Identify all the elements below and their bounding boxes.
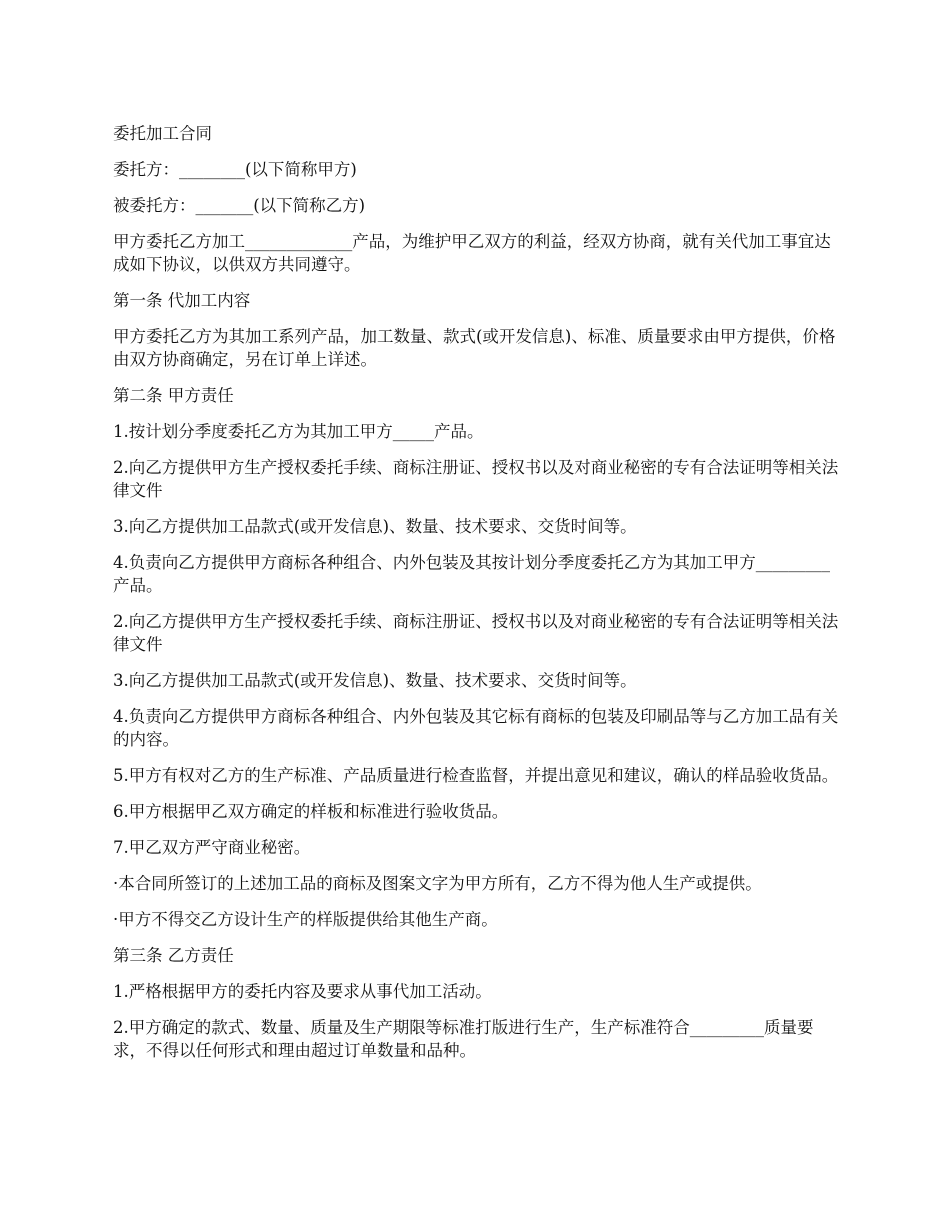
article-2-item: 5.甲方有权对乙方的生产标准、产品质量进行检查监督，并提出意见和建议，确认的样品验收货品。: [113, 766, 839, 785]
article-2-bullet: ·甲方不得交乙方设计生产的样版提供给其他生产商。: [113, 910, 498, 929]
party-b-line: 被委托方：_______(以下简称乙方): [113, 196, 366, 215]
article-2-item: 7.甲乙双方严守商业秘密。: [113, 838, 311, 857]
article-2-item: 2.向乙方提供甲方生产授权委托手续、商标注册证、授权书以及对商业秘密的专有合法证明等相关法律文件: [113, 458, 839, 500]
article-2-item: 4.负责向乙方提供甲方商标各种组合、内外包装及其它标有商标的包装及印刷品等与乙方加工品有关的内容。: [113, 707, 839, 749]
article-2-item: 1.按计划分季度委托乙方为其加工甲方_____产品。: [113, 422, 484, 441]
article-3-item: 1.严格根据甲方的委托内容及要求从事代加工活动。: [113, 982, 492, 1001]
party-a-line: 委托方：________(以下简称甲方): [113, 160, 357, 179]
article-3-item: 2.甲方确定的款式、数量、质量及生产期限等标准打版进行生产，生产标准符合_________质量要求，不得以任何形式和理由超过订单数量和品种。: [113, 1018, 814, 1060]
article-2-bullet: ·本合同所签订的上述加工品的商标及图案文字为甲方所有，乙方不得为他人生产或提供。: [113, 874, 762, 893]
article-2-item: 2.向乙方提供甲方生产授权委托手续、商标注册证、授权书以及对商业秘密的专有合法证明等相关法律文件: [113, 612, 839, 654]
article-3-heading: 第三条 乙方责任: [113, 946, 234, 965]
article-2-item: 3.向乙方提供加工品款式(或开发信息)、数量、技术要求、交货时间等。: [113, 671, 637, 690]
document-page: [113, 122, 839, 1075]
article-2-item: 6.甲方根据甲乙双方确定的样板和标准进行验收货品。: [113, 802, 509, 821]
article-1-heading: 第一条 代加工内容: [113, 291, 251, 310]
article-1-body: 甲方委托乙方为其加工系列产品，加工数量、款式(或开发信息)、标准、质量要求由甲方提供，价格由双方协商确定，另在订单上详述。: [113, 327, 836, 369]
article-2-item: 4.负责向乙方提供甲方商标各种组合、内外包装及其按计划分季度委托乙方为其加工甲方_________产品。: [113, 553, 830, 595]
preamble-paragraph: 甲方委托乙方加工_____________产品，为维护甲乙双方的利益，经双方协商，就有关代加工事宜达成如下协议，以供双方共同遵守。: [113, 232, 831, 274]
article-2-item: 3.向乙方提供加工品款式(或开发信息)、数量、技术要求、交货时间等。: [113, 517, 637, 536]
article-2-heading: 第二条 甲方责任: [113, 386, 234, 405]
contract-title: 委托加工合同: [113, 124, 212, 143]
